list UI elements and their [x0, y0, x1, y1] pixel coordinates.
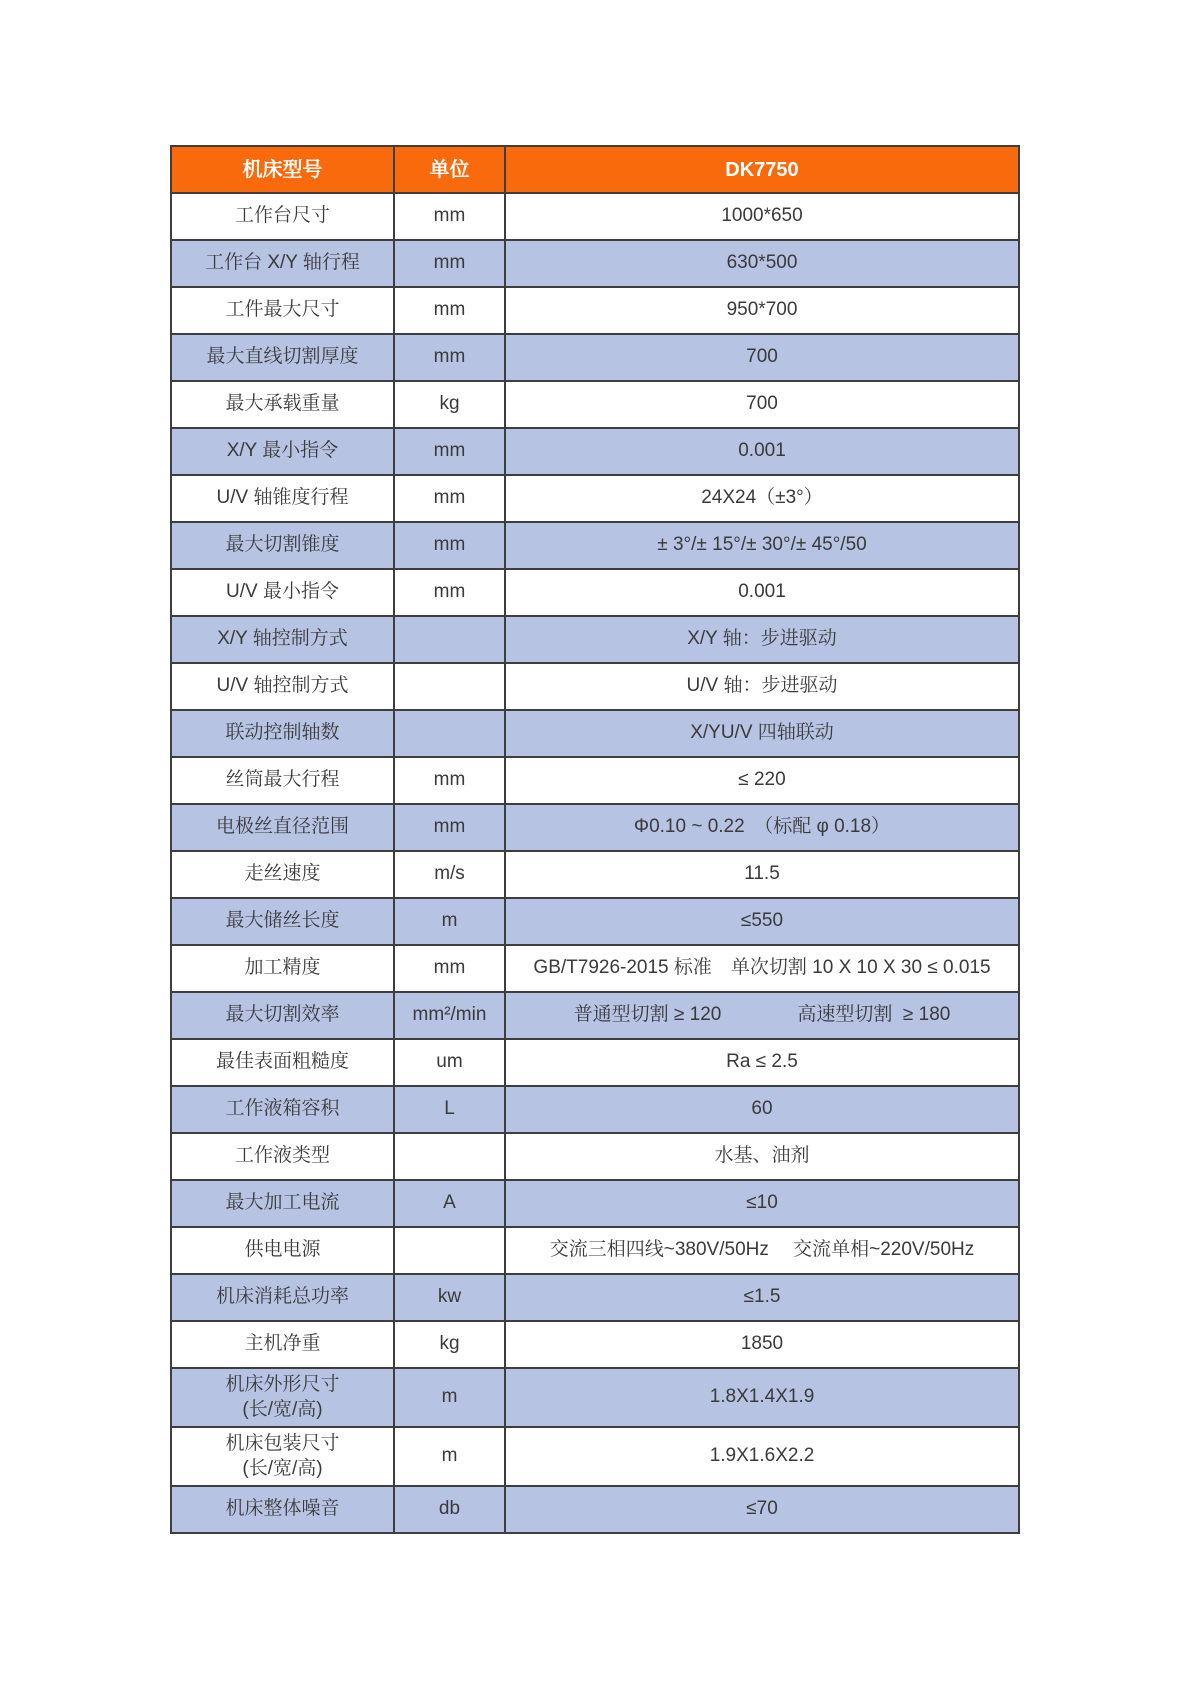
- spec-label-text: 机床外形尺寸: [225, 1373, 340, 1395]
- spec-unit-cell: kg: [394, 381, 505, 428]
- spec-unit-cell: [394, 616, 505, 663]
- spec-label-text: U/V 轴控制方式: [216, 675, 349, 697]
- spec-unit-cell: m: [394, 1368, 505, 1427]
- table-row: [171, 522, 1019, 569]
- table-row: [171, 428, 1019, 475]
- spec-value-cell: GB/T7926-2015 标准 单次切割 10 X 10 X 30 ≤ 0.015: [505, 945, 1019, 992]
- spec-unit-cell: mm: [394, 287, 505, 334]
- table-row: [171, 992, 1019, 1039]
- spec-value-cell: 普通型切割 ≥ 120 高速型切割 ≥ 180: [505, 992, 1019, 1039]
- table-row: [171, 1039, 1019, 1086]
- spec-unit-cell: mm: [394, 193, 505, 240]
- spec-label-text: 工作液类型: [234, 1145, 330, 1167]
- spec-label-cell: [171, 898, 394, 945]
- spec-value-cell: 950*700: [505, 287, 1019, 334]
- spec-unit-cell: mm: [394, 428, 505, 475]
- spec-label-cell: [171, 381, 394, 428]
- spec-label-text: 最大切割锥度: [225, 534, 340, 556]
- header-cell-model: 机床型号: [171, 146, 394, 193]
- spec-label-cell: [171, 757, 394, 804]
- spec-unit-cell: mm: [394, 757, 505, 804]
- spec-label-cell: [171, 569, 394, 616]
- spec-label-cell: [171, 1227, 394, 1274]
- spec-unit-cell: mm: [394, 475, 505, 522]
- spec-label-text-line2: (长/宽/高): [242, 1398, 323, 1420]
- table-row: [171, 898, 1019, 945]
- spec-table-header: [171, 146, 1019, 193]
- spec-label-cell: [171, 710, 394, 757]
- table-row: [171, 334, 1019, 381]
- table-row: [171, 1486, 1019, 1533]
- spec-unit-cell: [394, 1133, 505, 1180]
- spec-unit-cell: db: [394, 1486, 505, 1533]
- spec-label-text: 机床包装尺寸: [225, 1432, 340, 1454]
- spec-label-cell: [171, 945, 394, 992]
- table-row: [171, 1368, 1019, 1427]
- spec-unit-cell: mm: [394, 804, 505, 851]
- spec-value-cell: 0.001: [505, 569, 1019, 616]
- spec-value-cell: Φ0.10 ~ 0.22 （标配 φ 0.18）: [505, 804, 1019, 851]
- spec-label-text: U/V 最小指令: [226, 581, 339, 603]
- spec-label-cell: [171, 1427, 394, 1486]
- spec-label-cell: [171, 1180, 394, 1227]
- spec-label-cell: [171, 428, 394, 475]
- spec-label-text: 最佳表面粗糙度: [215, 1051, 349, 1073]
- table-row: [171, 1274, 1019, 1321]
- spec-value-cell: Ra ≤ 2.5: [505, 1039, 1019, 1086]
- spec-label-cell: [171, 287, 394, 334]
- spec-unit-cell: [394, 663, 505, 710]
- spec-value-cell: 0.001: [505, 428, 1019, 475]
- table-row: [171, 757, 1019, 804]
- spec-value-cell: X/YU/V 四轴联动: [505, 710, 1019, 757]
- spec-label-text: 供电电源: [244, 1239, 321, 1261]
- spec-unit-cell: [394, 1227, 505, 1274]
- spec-unit-cell: kg: [394, 1321, 505, 1368]
- spec-unit-cell: mm²/min: [394, 992, 505, 1039]
- spec-label-text: 机床整体噪音: [225, 1498, 340, 1520]
- spec-value-cell: 1000*650: [505, 193, 1019, 240]
- spec-label-cell: [171, 663, 394, 710]
- spec-label-cell: [171, 522, 394, 569]
- table-row: [171, 710, 1019, 757]
- spec-label-text: 电极丝直径范围: [215, 816, 349, 838]
- spec-value-cell: 630*500: [505, 240, 1019, 287]
- spec-unit-cell: L: [394, 1086, 505, 1133]
- spec-value-cell: 700: [505, 334, 1019, 381]
- table-row: [171, 381, 1019, 428]
- spec-label-text: 最大储丝长度: [225, 910, 340, 932]
- spec-unit-cell: m: [394, 1427, 505, 1486]
- table-row: [171, 1086, 1019, 1133]
- spec-label-text: 主机净重: [244, 1333, 321, 1355]
- table-row: [171, 287, 1019, 334]
- spec-value-cell: 24X24（±3°）: [505, 475, 1019, 522]
- spec-label-text: 最大直线切割厚度: [206, 346, 359, 368]
- spec-label-cell: [171, 1274, 394, 1321]
- spec-label-cell: [171, 334, 394, 381]
- spec-value-cell: ≤10: [505, 1180, 1019, 1227]
- spec-table-body: [171, 193, 1019, 1533]
- table-row: [171, 945, 1019, 992]
- table-row: [171, 616, 1019, 663]
- spec-label-text: 工作台尺寸: [234, 205, 330, 227]
- spec-value-cell: 700: [505, 381, 1019, 428]
- spec-unit-cell: m: [394, 898, 505, 945]
- table-row: [171, 240, 1019, 287]
- spec-label-text: 工作液箱容积: [225, 1098, 340, 1120]
- header-row: [171, 146, 1019, 193]
- spec-label-text-line2: (长/宽/高): [242, 1457, 323, 1479]
- table-row: [171, 475, 1019, 522]
- spec-label-cell: [171, 1321, 394, 1368]
- spec-label-cell: [171, 1039, 394, 1086]
- spec-unit-cell: um: [394, 1039, 505, 1086]
- spec-value-cell: 1850: [505, 1321, 1019, 1368]
- spec-value-cell: 1.8X1.4X1.9: [505, 1368, 1019, 1427]
- table-row: [171, 1133, 1019, 1180]
- spec-value-cell: 11.5: [505, 851, 1019, 898]
- spec-unit-cell: mm: [394, 569, 505, 616]
- spec-value-cell: ≤70: [505, 1486, 1019, 1533]
- spec-table: [170, 145, 1020, 1534]
- spec-value-cell: U/V 轴：步进驱动: [505, 663, 1019, 710]
- spec-unit-cell: mm: [394, 945, 505, 992]
- spec-label-cell: [171, 804, 394, 851]
- spec-label-cell: [171, 992, 394, 1039]
- spec-value-cell: ≤1.5: [505, 1274, 1019, 1321]
- spec-value-cell: ≤ 220: [505, 757, 1019, 804]
- spec-label-cell: [171, 1368, 394, 1427]
- table-row: [171, 1227, 1019, 1274]
- spec-label-text: 最大加工电流: [225, 1192, 340, 1214]
- spec-unit-cell: mm: [394, 522, 505, 569]
- spec-label-text: 工件最大尺寸: [225, 299, 340, 321]
- spec-label-text: 工作台 X/Y 轴行程: [205, 252, 360, 274]
- spec-label-cell: [171, 1086, 394, 1133]
- spec-label-cell: [171, 1133, 394, 1180]
- spec-label-text: U/V 轴锥度行程: [216, 487, 349, 509]
- spec-label-text: 加工精度: [244, 957, 321, 979]
- spec-unit-cell: mm: [394, 240, 505, 287]
- table-row: [171, 1427, 1019, 1486]
- spec-value-cell: X/Y 轴：步进驱动: [505, 616, 1019, 663]
- spec-label-text: X/Y 最小指令: [226, 440, 339, 462]
- table-row: [171, 804, 1019, 851]
- spec-label-cell: [171, 616, 394, 663]
- header-cell-unit: 单位: [394, 146, 505, 193]
- spec-value-cell: 交流三相四线~380V/50Hz 交流单相~220V/50Hz: [505, 1227, 1019, 1274]
- spec-label-cell: [171, 475, 394, 522]
- spec-unit-cell: mm: [394, 334, 505, 381]
- spec-value-cell: 水基、油剂: [505, 1133, 1019, 1180]
- table-row: [171, 663, 1019, 710]
- spec-label-cell: [171, 240, 394, 287]
- table-row: [171, 1321, 1019, 1368]
- spec-label-text: 走丝速度: [244, 863, 321, 885]
- table-row: [171, 851, 1019, 898]
- spec-label-text: 机床消耗总功率: [215, 1286, 349, 1308]
- header-cell-value: DK7750: [505, 146, 1019, 193]
- spec-value-cell: ≤550: [505, 898, 1019, 945]
- spec-unit-cell: kw: [394, 1274, 505, 1321]
- spec-label-cell: [171, 193, 394, 240]
- spec-label-text: 最大切割效率: [225, 1004, 340, 1026]
- table-row: [171, 1180, 1019, 1227]
- spec-label-text: 联动控制轴数: [225, 722, 340, 744]
- spec-label-text: 最大承载重量: [225, 393, 340, 415]
- spec-unit-cell: m/s: [394, 851, 505, 898]
- spec-value-cell: 1.9X1.6X2.2: [505, 1427, 1019, 1486]
- spec-label-text: 丝筒最大行程: [225, 769, 340, 791]
- spec-label-cell: [171, 851, 394, 898]
- spec-unit-cell: [394, 710, 505, 757]
- spec-unit-cell: A: [394, 1180, 505, 1227]
- spec-value-cell: ± 3°/± 15°/± 30°/± 45°/50: [505, 522, 1019, 569]
- spec-value-cell: 60: [505, 1086, 1019, 1133]
- spec-label-cell: [171, 1486, 394, 1533]
- spec-label-text: X/Y 轴控制方式: [217, 628, 348, 650]
- table-row: [171, 569, 1019, 616]
- table-row: [171, 193, 1019, 240]
